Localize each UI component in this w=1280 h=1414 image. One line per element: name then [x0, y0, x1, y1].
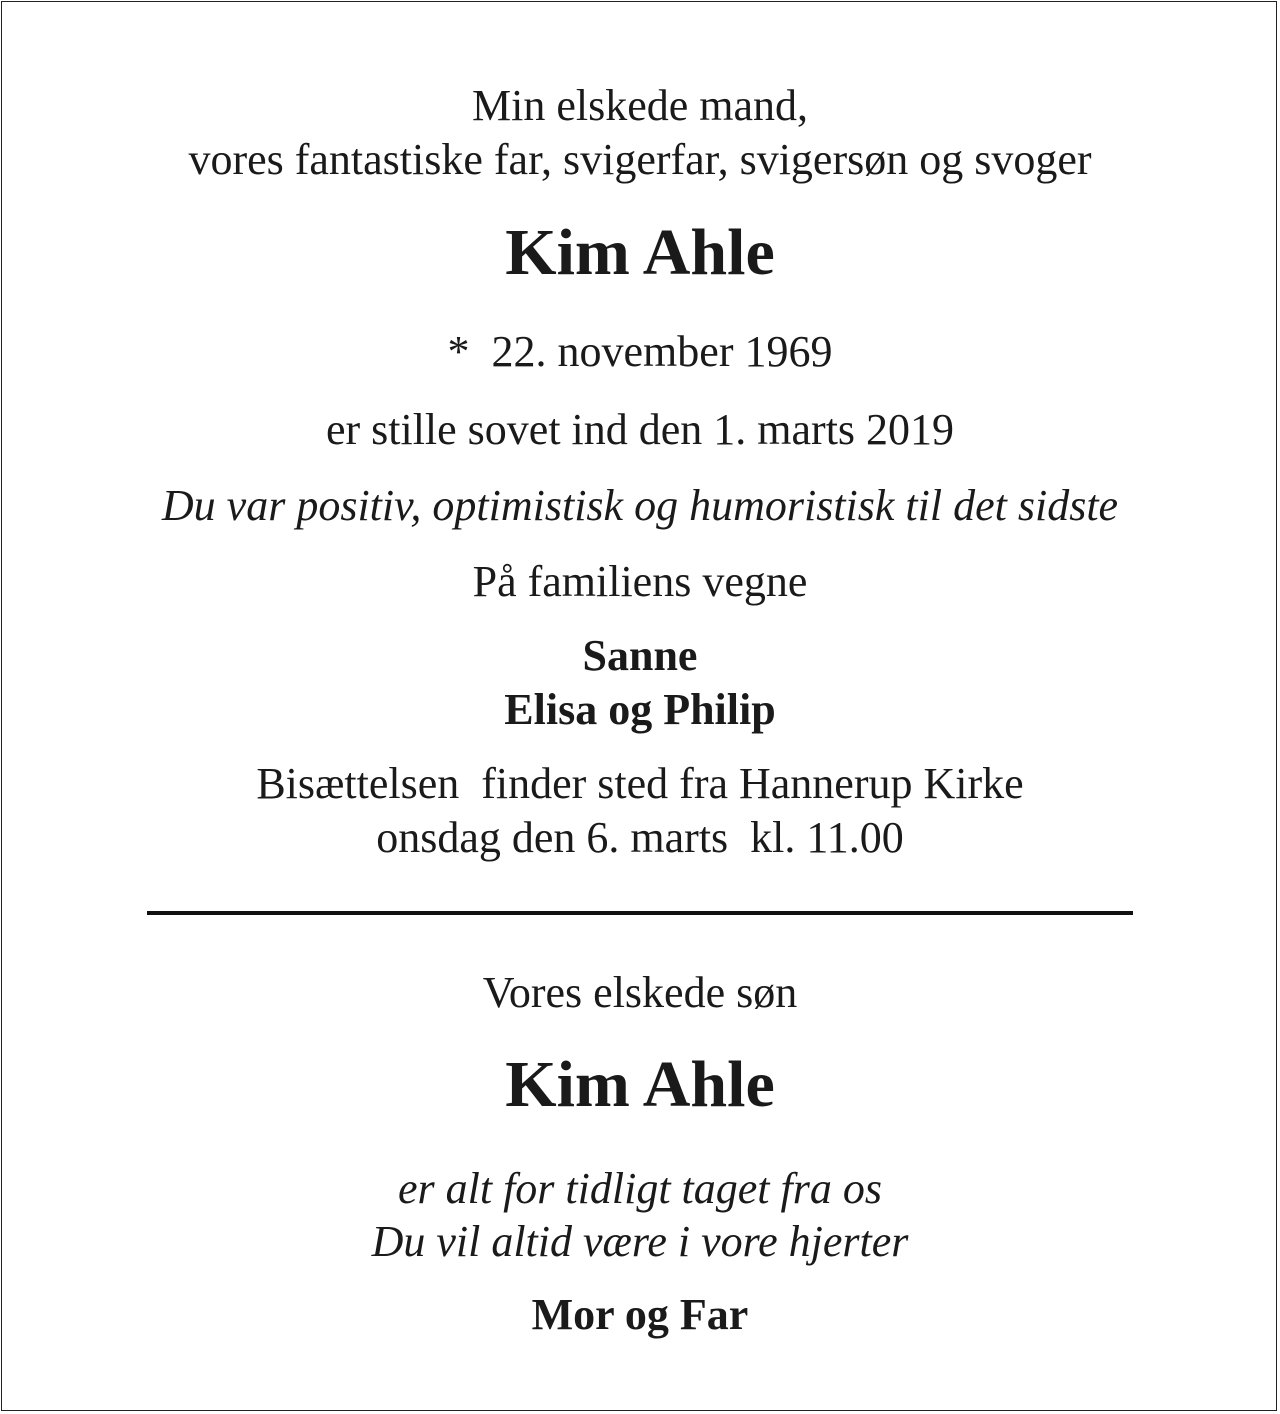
notice1-intro-line1: Min elskede mand,	[471, 81, 809, 130]
notice1-signer-sanne: Sanne	[582, 631, 698, 680]
notice1-intro-line2: vores fantastiske far, svigerfar, svigersøn og svoger	[188, 135, 1092, 184]
notice2-signer: Mor og Far	[531, 1290, 749, 1339]
notice1-birth-date: * 22. november 1969	[447, 327, 833, 376]
notice1-funeral-time: onsdag den 6. marts kl. 11.00	[376, 813, 904, 862]
notice1-signer-children: Elisa og Philip	[504, 685, 776, 734]
notice2-deceased-name: Kim Ahle	[505, 1048, 775, 1121]
section-divider	[147, 911, 1133, 915]
notice1-quote: Du var positiv, optimistisk og humoristisk til det sidste	[161, 481, 1119, 530]
notice1-on-behalf: På familiens vegne	[472, 557, 808, 606]
notice2-verse-line1: er alt for tidligt taget fra os	[397, 1164, 883, 1213]
notice1-funeral-place: Bisættelsen finder sted fra Hannerup Kirke	[256, 759, 1024, 808]
notice1-deceased-name: Kim Ahle	[505, 216, 775, 289]
notice2-intro: Vores elskede søn	[482, 968, 798, 1017]
notice2-verse-line2: Du vil altid være i vore hjerter	[371, 1217, 909, 1266]
notice1-death-date: er stille sovet ind den 1. marts 2019	[325, 405, 955, 454]
